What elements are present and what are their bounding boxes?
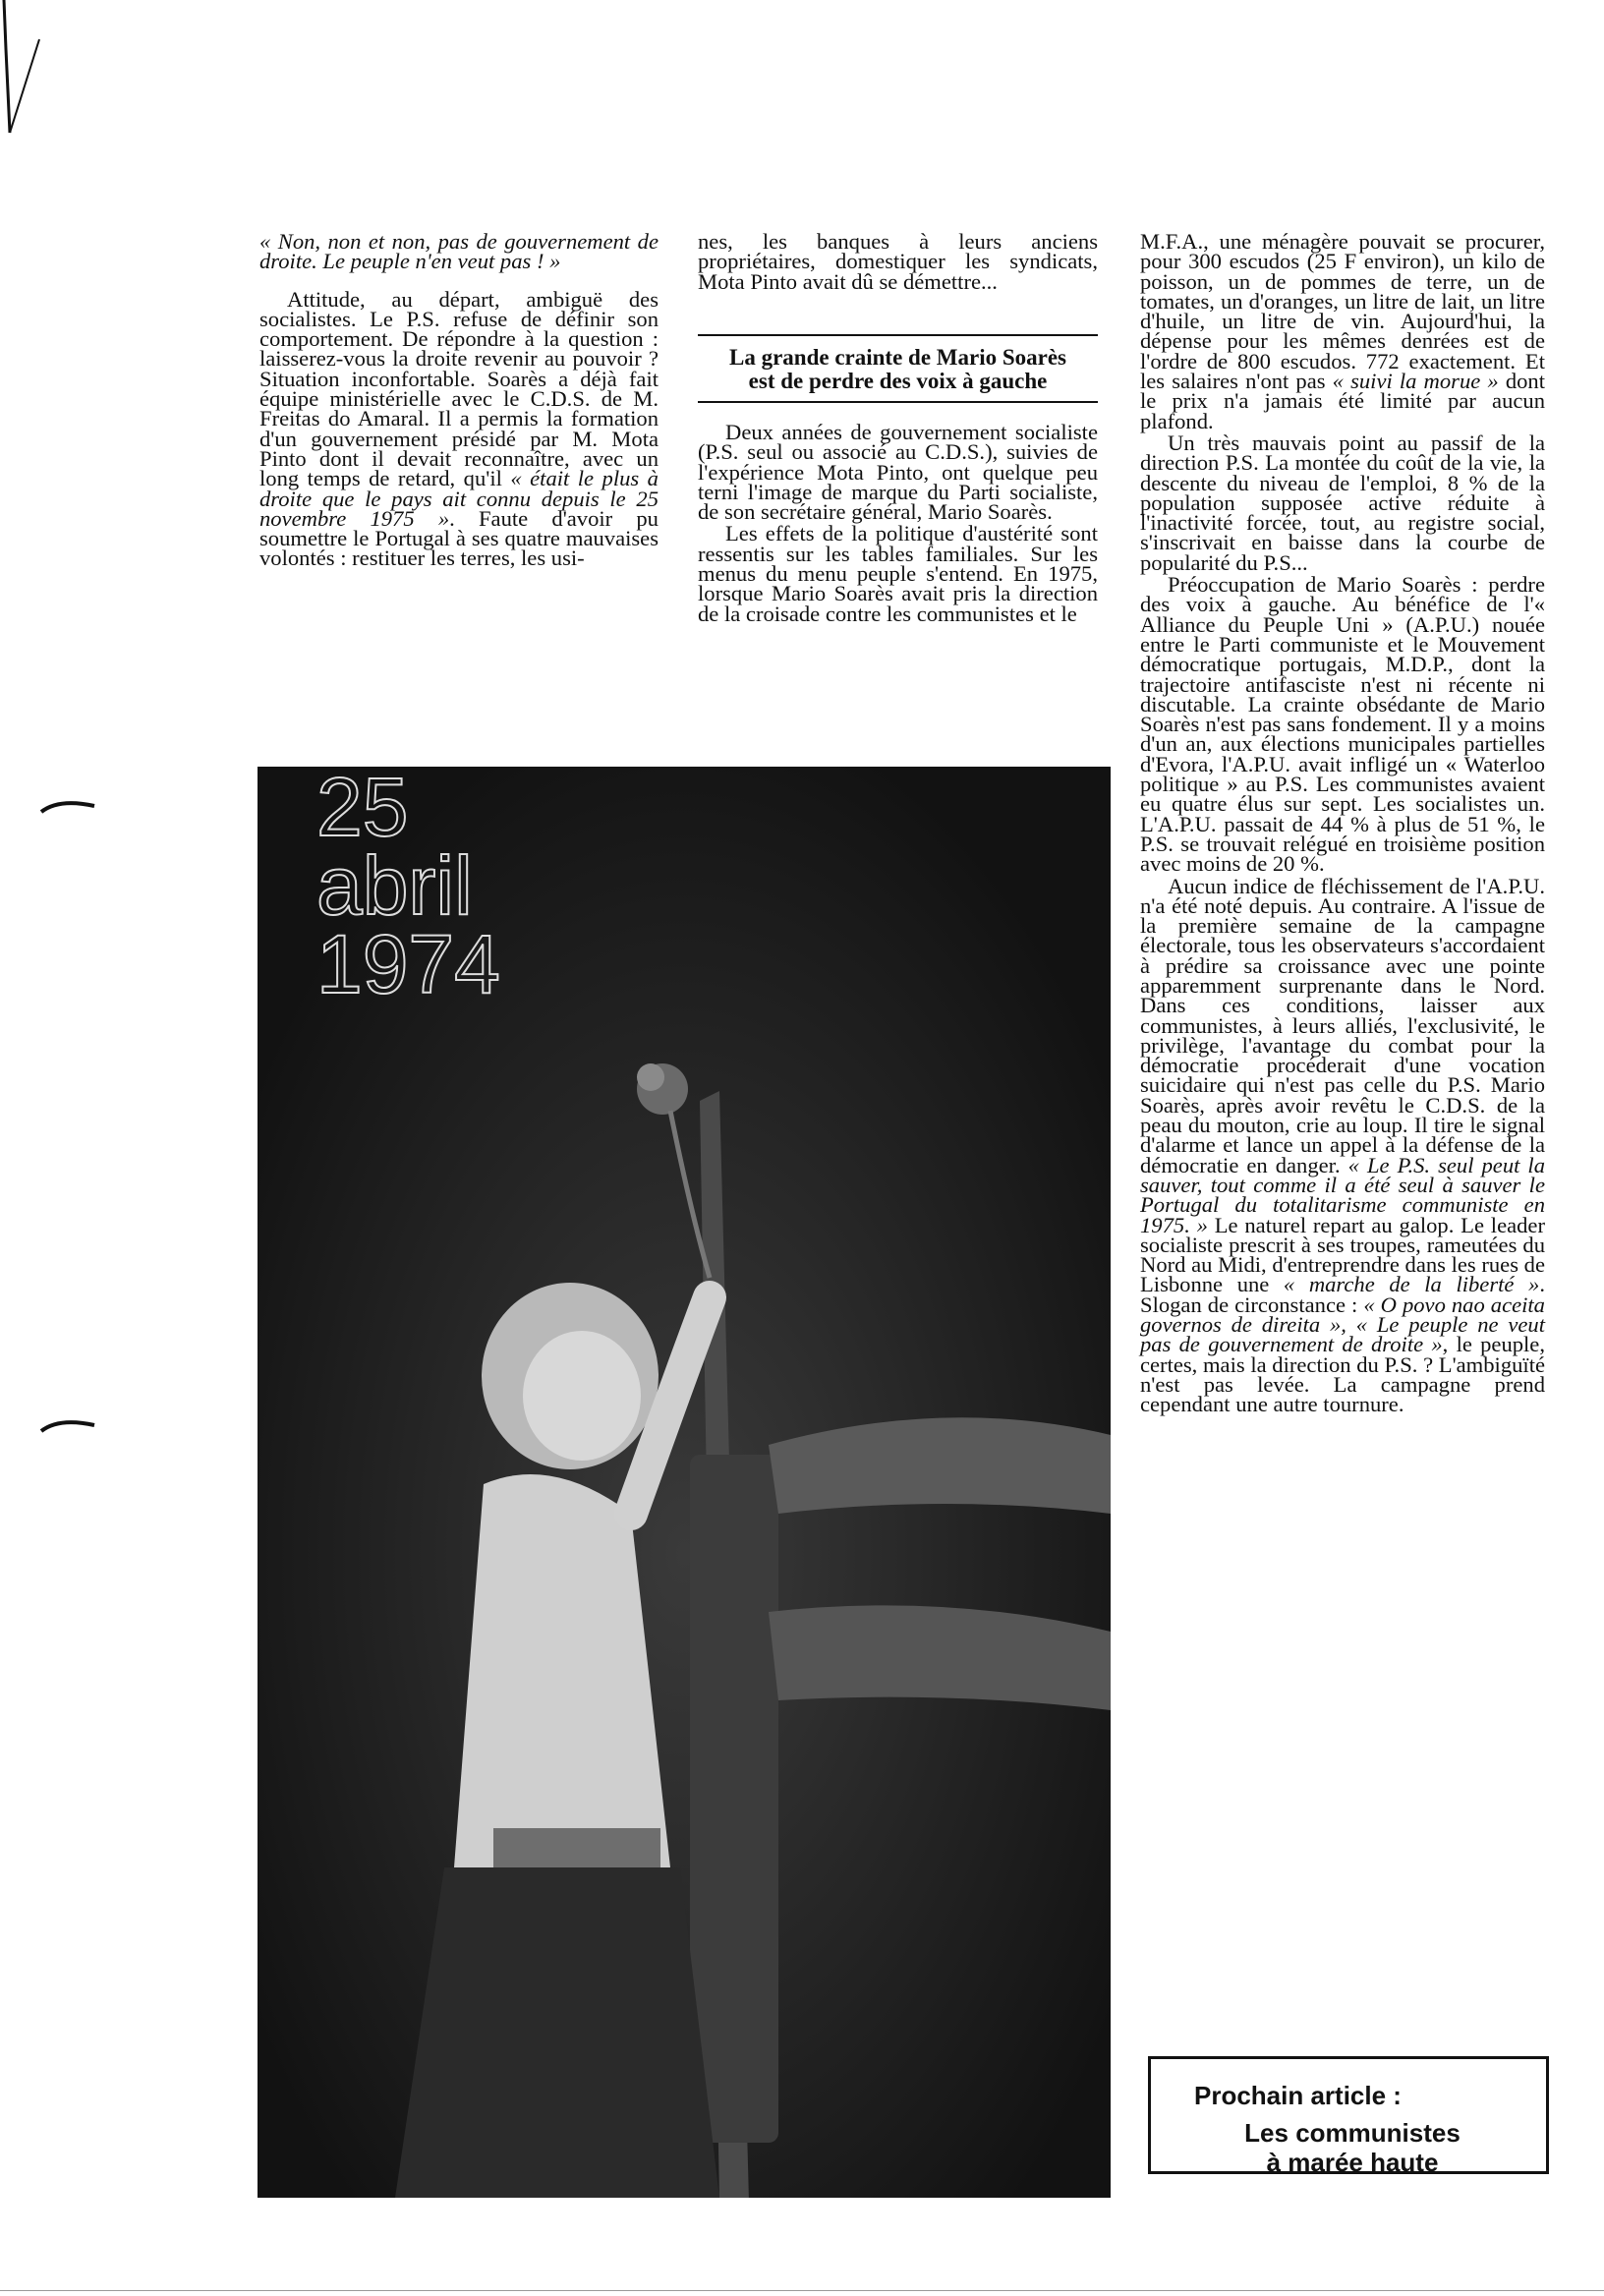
paragraph: Les effets de la politique d'austérité sont ressentis sur les tables familiales. Sur les menus du menu peuple s'entend. En 1975, lorsque Mario Soarès avait pris la direction de la croisade contre les communistes et le [698,521,1098,626]
punch-mark-bottom [39,1415,98,1435]
rifle-stock [690,1455,778,2143]
paragraph: Préoccupation de Mario Soarès : perdre des voix à gauche. Au bénéfice de l'« Alliance du Peuple Uni » (A.P.U.) nouée entre le Parti communiste et le Mouvement démocratique portugais, M.D.P., dont la trajectoire antifasciste n'est ni récente ni discutable. La crainte obsédante de Mario Soarès n'est pas sans fondement. Il y a moins d'un an, aux élections municipales partielles d'Evora, l'A.P.U. avait infligé un « Waterloo politique » au P.S. Les communistes avaient eu quatre élus sur sept. Les socialistes un. L'A.P.U. passait de 44 % à plus de 51 %, le P.S. se trouvait relégué en troisième position avec moins de 20 %. [1140,572,1545,877]
paragraph-continued: M.F.A., une ménagère pouvait se procurer, pour 300 escudos (25 F environ), un kilo de poisson, un de pommes de terre, un de tomates, un d'oranges, un litre de lait, un litre d'huile, un litre de vin. Aujourd'hui, la dépense pour les mêmes denrées est de l'ordre de 800 escudos. 772 exactement. Et les salaires n'ont pas « suivi la morue » dont le prix n'a jamais été limité par aucun plafond. [1140,229,1546,433]
poster-illustration [258,767,1111,2198]
next-article-box [1148,2056,1549,2177]
poster-month: abril [316,839,473,932]
paragraph: Deux années de gouvernement socialiste (P.S. seul ou associé au C.D.S.), suivies de l'expérience Mota Pinto, ont quelque peu terni l'image de marque du Parti socialiste, de son secrétaire général, Mario Soarès. [698,420,1098,525]
poster-day: 25 [316,767,409,853]
poster-year: 1974 [316,918,500,1010]
paragraph: Un très mauvais point au passif de la direction P.S. La montée du coût de la vie, la descente du niveau de l'emploi, 8 % de la population supposée active réduite à l'inactivité forcée, tout, au registre social, s'inscrivait en baisse dans la courbe de popularité du P.S... [1140,430,1545,575]
column-2 [698,229,1098,294]
paragraph-continued: nes, les banques à leurs anciens propriétaires, domestiquer les syndicats, Mota Pinto avait dû se démettre... [698,229,1098,294]
column-1 [259,229,659,571]
paragraph: Attitude, au départ, ambiguë des socialistes. Le P.S. refuse de définir son comportement. De répondre à la question : laisserez-vous la droite revenir au pouvoir ? Situation inconfortable. Soarès a déjà fait équipe ministérielle avec le C.D.S. de M. Freitas do Amaral. Il a permis la formation d'un gouvernement présidé par M. Mota Pinto dont il devait reconnaître, avec un long temps de retard, qu'il « était le plus à droite que le pays ait connu depuis le 25 novembre 1975 ». Faute d'avoir pu soumettre le Portugal à ses quatre mauvaises volontés : restituer les terres, les usi- [259,286,659,571]
next-article-label: Prochain article : [1194,2081,1402,2110]
subhead-rule-top [698,334,1098,336]
soldier-sleeve [769,1605,1111,1710]
punch-mark-top [39,796,98,816]
child-skirt [395,1867,719,2198]
column-3 [1140,229,1546,1417]
corner-scan-mark [0,0,79,138]
subhead-rule-bottom [698,401,1098,403]
paragraph: Aucun indice de fléchissement de l'A.P.U. n'a été noté depuis. Au contraire. A l'issue de la première semaine de la campagne électorale, tous les observateurs s'accordaient à prédire sa croissance avec une pointe apparemment surprenante dans le Nord. Dans ces conditions, laisser aux communistes, à leurs alliés, l'exclusivité, le privilège, l'avantage du combat pour la démocratie procéderait d'une vocation suicidaire qui n'est pas celle du P.S. Mario Soarès, après avoir revêtu le C.D.S. de la peau du mouton, crie au loup. Il tire le signal d'alarme et lance un appel à la défense de la démocratie en danger. « Le P.S. seul peut la sauver, tout comme il a été seul à sauver le Portugal du totalitarisme communiste en 1975. » Le naturel repart au galop. Le leader socialiste prescrit à ses troupes, rameutées du Nord au Midi, d'entreprendre dans les rues de Lisbonne une « marche de la liberté ». Slogan de circonstance : « O povo nao aceita governos de direita », « Le peuple ne veut pas de gouvernement de droite », le peuple, certes, mais la direction du P.S. ? L'ambiguïté n'est pas levée. La campagne prend cependant une autre tournure. [1140,873,1545,1417]
column-2-body [698,420,1098,626]
poster-photo [258,767,1111,2198]
section-subhead: La grande crainte de Mario Soarès est de perdre des voix à gauche [728,345,1067,393]
opening-quote: « Non, non et non, pas de gouvernement de droite. Le peuple n'en veut pas ! » [259,229,659,274]
next-article-title: Les communistes à marée haute [1244,2118,1461,2177]
bottom-edge-line [0,2290,1604,2291]
